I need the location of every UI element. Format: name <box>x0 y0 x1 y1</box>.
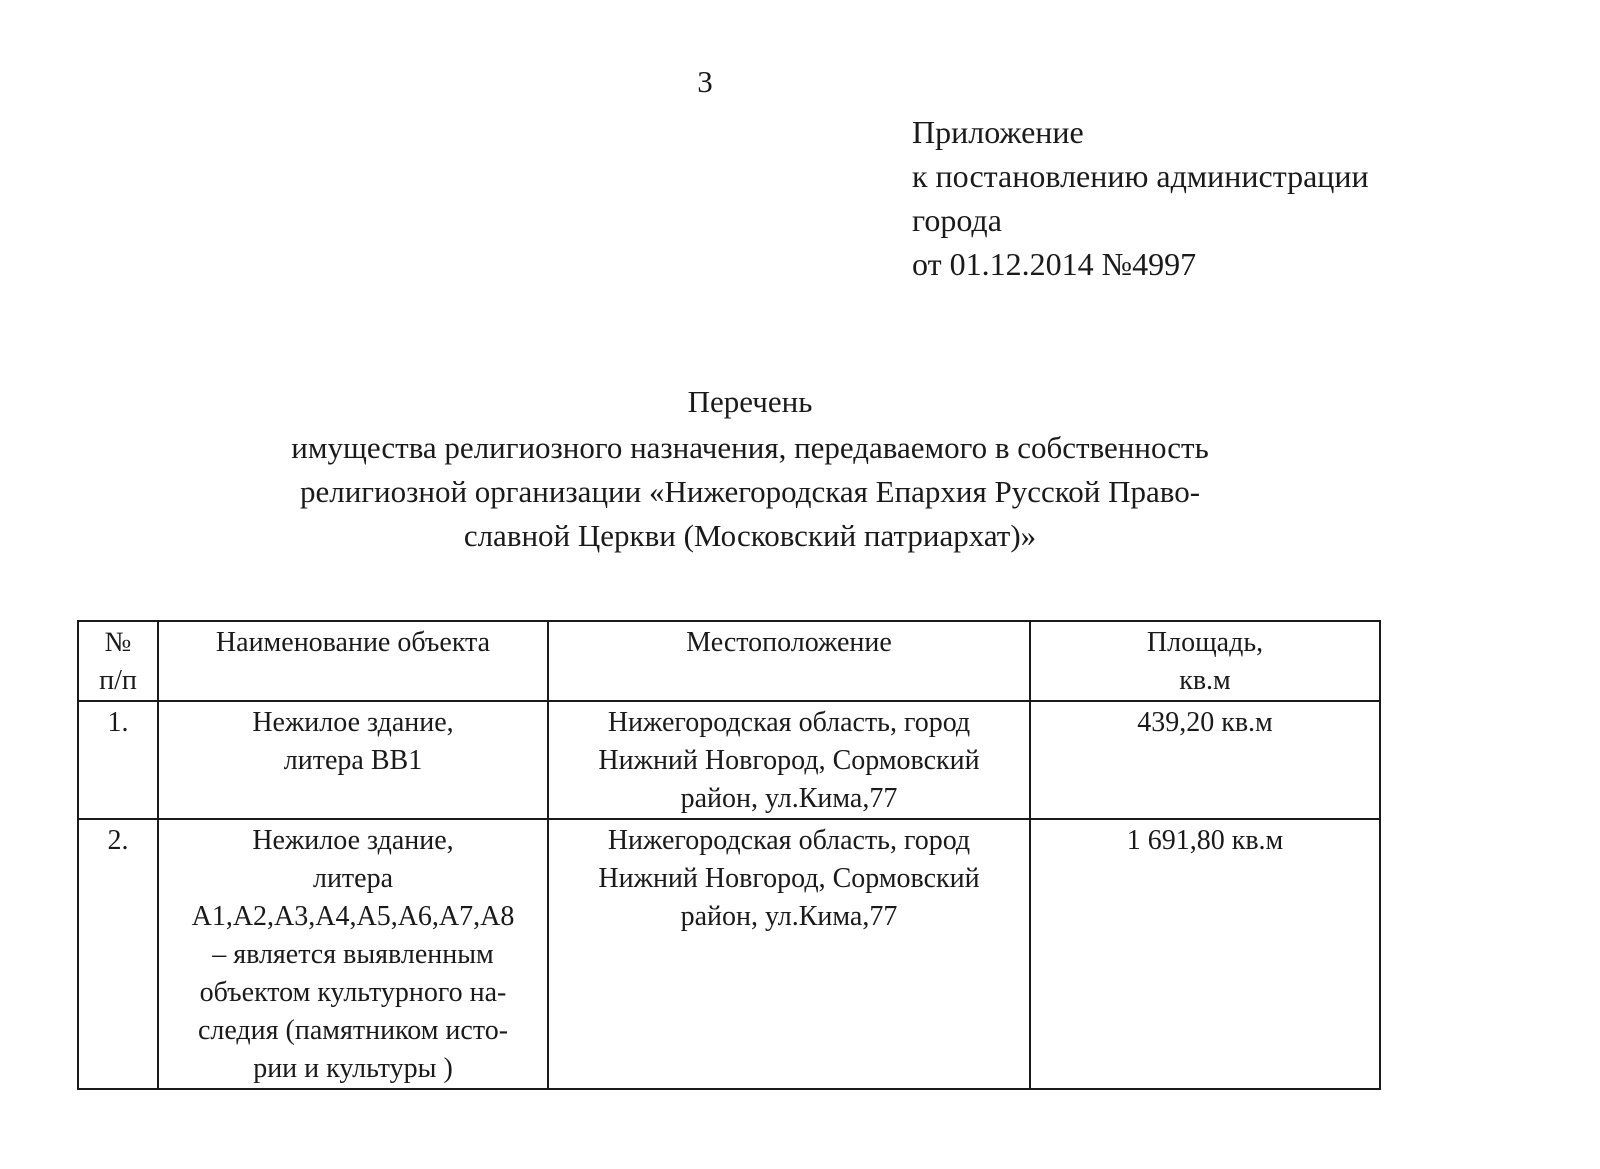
header-text: Наименование объекта <box>215 627 491 658</box>
header-text: п/п <box>99 665 137 696</box>
location-line: Нижний Новгород, Сормовский <box>598 863 980 894</box>
table-row <box>78 701 1380 819</box>
row-number: 2. <box>107 825 129 856</box>
object-name-line: – является выявленным <box>212 939 494 970</box>
appendix-line: Приложение <box>912 114 1084 150</box>
object-name-line: объектом культурного на- <box>199 977 507 1008</box>
header-object-name <box>158 621 548 701</box>
title-line: имущества религиозного назначения, передаваемого в собственность <box>291 430 1209 465</box>
title-line: славной Церкви (Московский патриархат)» <box>463 518 1037 553</box>
page-number: 3 <box>697 64 713 99</box>
appendix-line: города <box>912 202 1002 238</box>
object-name-line: литера ВВ1 <box>283 745 423 776</box>
location-line: Нижегородская область, город <box>607 707 971 738</box>
object-name-line: следия (памятником исто- <box>197 1015 509 1046</box>
cell-area <box>1030 819 1380 1089</box>
table-header-row <box>78 621 1380 701</box>
object-name-line: рии и культуры ) <box>253 1053 453 1084</box>
object-name-line: Нежилое здание, <box>252 825 454 856</box>
cell-area <box>1030 701 1380 819</box>
header-number <box>78 621 158 701</box>
header-text: № <box>104 627 132 658</box>
header-location <box>548 621 1030 701</box>
location-line: Нижний Новгород, Сормовский <box>598 745 980 776</box>
appendix-reference <box>912 110 1369 286</box>
cell-number <box>78 701 158 819</box>
appendix-date-number: от 01.12.2014 №4997 <box>912 246 1197 282</box>
header-text: Площадь, <box>1146 627 1264 658</box>
header-text: Местоположение <box>686 627 892 658</box>
row-number: 1. <box>107 707 129 738</box>
title-line: религиозной организации «Нижегородская Епархия Русской Право- <box>299 474 1201 509</box>
cell-location <box>548 701 1030 819</box>
appendix-line: к постановлению администрации <box>912 158 1369 194</box>
header-text: кв.м <box>1179 665 1231 696</box>
document-title <box>150 380 1350 558</box>
cell-location <box>548 819 1030 1089</box>
title-heading: Перечень <box>687 384 813 419</box>
cell-object-name <box>158 819 548 1089</box>
location-line: район, ул.Кима,77 <box>680 901 898 932</box>
object-name-line: А1,А2,А3,А4,А5,А6,А7,А8 <box>191 901 515 932</box>
header-area <box>1030 621 1380 701</box>
object-name-line: литера <box>312 863 394 894</box>
location-line: район, ул.Кима,77 <box>680 783 898 814</box>
object-name-line: Нежилое здание, <box>252 707 454 738</box>
cell-number <box>78 819 158 1089</box>
property-table <box>77 620 1381 1090</box>
cell-object-name <box>158 701 548 819</box>
location-line: Нижегородская область, город <box>607 825 971 856</box>
area-value: 1 691,80 кв.м <box>1126 825 1284 856</box>
area-value: 439,20 кв.м <box>1137 707 1273 738</box>
table-row <box>78 819 1380 1089</box>
